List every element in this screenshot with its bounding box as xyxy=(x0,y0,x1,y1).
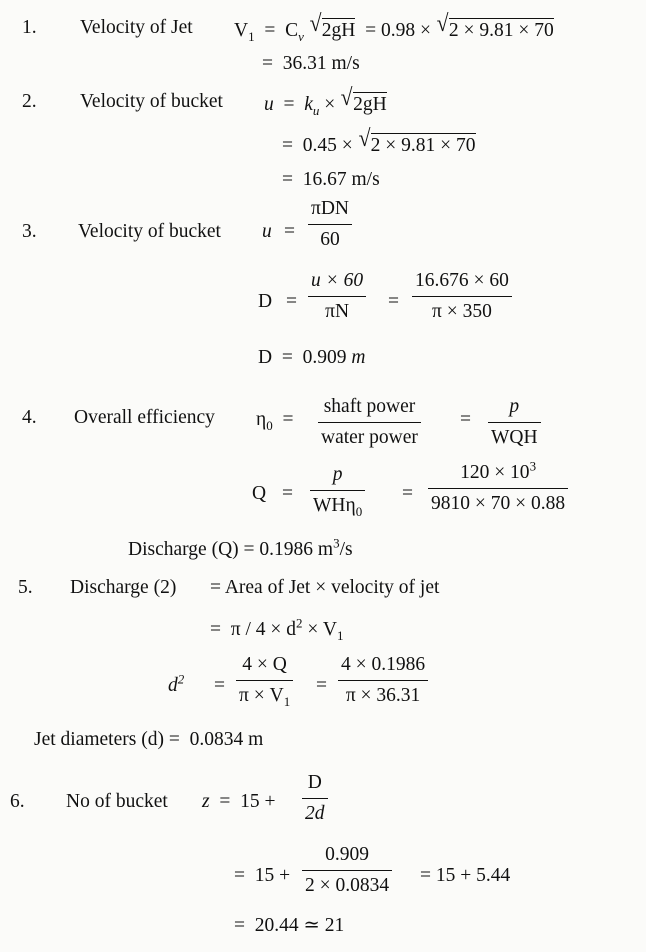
step-4-result: Discharge (Q) = 0.1986 $m^3/s$ xyxy=(128,535,353,560)
step-6-sum: = 15 + 5.44 xyxy=(420,865,511,886)
equals-sign: = xyxy=(316,675,327,696)
step-6-lhs: z = 15 + xyxy=(202,791,276,812)
step-5-definition: = Area of Jet × velocity of jet xyxy=(210,577,440,598)
step-4-number: 4. xyxy=(22,407,37,428)
equals-sign: = xyxy=(214,675,225,696)
step-6-result: = 20.44 ≃ 21 xyxy=(234,915,345,936)
step-5-result: Jet diameters (d) = 0.0834 m xyxy=(34,729,264,750)
step-6-number: 6. xyxy=(10,791,25,812)
step-2-number: 2. xyxy=(22,91,37,112)
step-4-lhs: $\eta_0$ = xyxy=(256,409,294,433)
sqrt-symbol: √ 2 × 9.81 × 70 xyxy=(358,126,476,156)
step-6-fraction-1: $\frac{D}{2d}$ xyxy=(302,772,328,825)
equals-sign: = xyxy=(282,483,293,504)
equals-sign: = xyxy=(402,483,413,504)
step-1-label: Velocity of Jet xyxy=(80,17,193,38)
equals-sign: = xyxy=(388,291,399,312)
sqrt-symbol: √ 2gH xyxy=(340,85,387,115)
step-4-label: Overall efficiency xyxy=(74,407,215,428)
step-3-d-lhs: D xyxy=(258,291,273,312)
step-2-result: = 16.67 m/s xyxy=(282,169,380,190)
step-2-substitution: = 0.45 × √ 2 × 9.81 × 70 xyxy=(282,126,476,156)
step-4-fraction-a: p WHη$_0$ xyxy=(310,464,365,517)
step-1-result: = 36.31 m/s xyxy=(262,53,360,74)
step-3-number: 3. xyxy=(22,221,37,242)
step-5-formula: = $\pi / 4 \times d^2 \times V_1$ xyxy=(210,615,344,643)
step-5-d2-lhs: $d^2$ xyxy=(168,671,185,696)
step-2-label: Velocity of bucket xyxy=(80,91,223,112)
step-5-fraction-b: $\frac{4 \times 0.1986}{\pi \times 36.31}$ xyxy=(338,654,428,707)
step-2-equation: $u = k_u$ × √ 2gH xyxy=(264,85,387,118)
step-5-fraction-a: $\frac{4 \times Q}{\pi \times V_1}$ xyxy=(236,654,293,707)
step-6-fraction-2: $\frac{0.909}{2 \times 0.0834}$ xyxy=(302,844,392,897)
step-4-fraction-b: $\frac{120 \times 10^3}{9810 \times 70 \times 0.88}$ xyxy=(428,462,568,515)
step-4-fraction-power: shaft power water power xyxy=(318,396,421,449)
step-3-lhs: u xyxy=(262,221,272,242)
step-5-label: Discharge (2) xyxy=(70,577,177,598)
step-5-number: 5. xyxy=(18,577,33,598)
step-4-q-lhs: Q xyxy=(252,483,267,504)
equals-sign: = xyxy=(286,291,297,312)
equals-sign: = xyxy=(460,409,471,430)
step-3-result: D = 0.909 m xyxy=(258,347,366,368)
step-1-equation: $V_1 = C_v$ √ 2gH = 0.98 × √ 2 × 9.81 × 70 xyxy=(234,11,554,44)
step-3-fraction-a: $\frac{u \times 60}{\pi N}$ xyxy=(308,270,366,323)
step-1-number: 1. xyxy=(22,17,37,38)
step-6-substitution: = 15 + xyxy=(234,865,291,886)
equals-sign: = xyxy=(284,221,295,242)
sqrt-symbol: √ 2gH xyxy=(309,11,356,41)
step-3-label: Velocity of bucket xyxy=(78,221,221,242)
sqrt-symbol: √ 2 × 9.81 × 70 xyxy=(436,11,554,41)
step-3-fraction: πDN 60 xyxy=(308,198,352,251)
step-4-fraction-pwqh: p WQH xyxy=(488,396,541,449)
step-6-label: No of bucket xyxy=(66,791,168,812)
step-3-fraction-b: $\frac{16.676 \times 60}{\pi \times 350}$ xyxy=(412,270,512,323)
